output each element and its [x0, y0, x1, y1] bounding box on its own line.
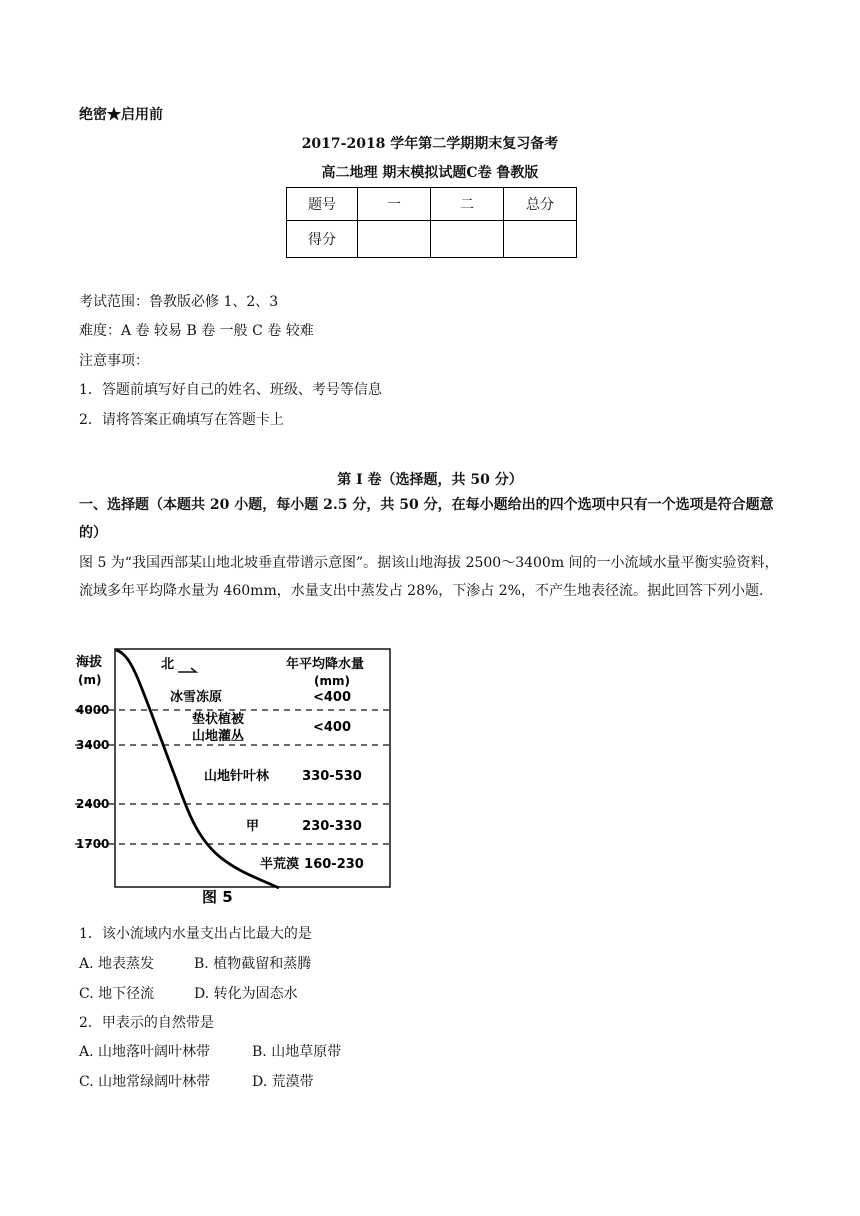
- option-1c[interactable]: C. 地下径流: [79, 986, 155, 1002]
- exam-scope: 考试范围：鲁教版必修 1、2、3: [79, 294, 279, 310]
- score-header-cell: 一: [358, 188, 431, 221]
- zone-label: 冰雪冻原: [170, 690, 223, 705]
- exam-subtitle: 高二地理 期末模拟试题C卷 鲁教版: [321, 165, 539, 181]
- elevation-tick-label: 2400: [76, 797, 110, 811]
- score-cell[interactable]: [358, 221, 431, 258]
- score-header-cell: 二: [431, 188, 504, 221]
- zone-precip: <400: [312, 690, 352, 705]
- notice-item: 1．答题前填写好自己的姓名、班级、考号等信息: [79, 382, 382, 398]
- zone-precip: 330-530: [302, 769, 362, 784]
- precip-unit: (mm): [314, 674, 350, 688]
- option-2a[interactable]: A. 山地落叶阔叶林带: [79, 1044, 211, 1060]
- elevation-tick-label: 4000: [76, 703, 110, 717]
- option-2b[interactable]: B. 山地草原带: [252, 1044, 342, 1060]
- zone-label: 山地针叶林: [204, 769, 270, 784]
- figure-vertical-zonation: [74, 647, 394, 905]
- zone-label: 半荒漠: [260, 857, 300, 872]
- score-row-label: 得分: [287, 221, 358, 258]
- zone-precip: 160-230: [304, 857, 364, 872]
- precip-header: 年平均降水量: [285, 657, 364, 672]
- exam-title: 2017-2018 学年第二学期期末复习备考: [301, 136, 559, 152]
- zone-precip: <400: [312, 720, 352, 735]
- section-title: 第 I 卷（选择题，共 50 分）: [337, 472, 523, 488]
- figure-caption: 图 5: [202, 888, 233, 905]
- option-2d[interactable]: D. 荒漠带: [252, 1074, 314, 1090]
- elevation-tick-label: 3400: [76, 738, 110, 752]
- option-2c[interactable]: C. 山地常绿阔叶林带: [79, 1074, 211, 1090]
- option-1d[interactable]: D. 转化为固态水: [194, 986, 298, 1002]
- axis-label-altitude: 海拔: [76, 655, 103, 670]
- score-header-cell: 题号: [287, 188, 358, 221]
- north-label: 北: [161, 657, 175, 672]
- notice-item: 2．请将答案正确填写在答题卡上: [79, 412, 284, 428]
- question-intro: 图 5 为“我国西部某山地北坡垂直带谱示意图”。据该山地海拔 2500～3400m 间的一小流域水量平衡实验资料，流域多年平均降水量为 460mm，水量支出中蒸发占 28%，下渗占 2%，不产生地表径流。据此回答下列小题.: [79, 555, 779, 599]
- axis-label-unit: (m): [78, 673, 102, 687]
- zone-label: 甲: [246, 819, 260, 834]
- score-table-score-row: [287, 221, 577, 258]
- notice-title: 注意事项：: [79, 353, 149, 369]
- question-2-stem: 2．甲表示的自然带是: [79, 1015, 214, 1031]
- zone-label: 垫状植被: [192, 712, 245, 727]
- score-table: [286, 187, 577, 258]
- zone-label: 山地灌丛: [192, 729, 245, 744]
- zone-precip: 230-330: [302, 819, 362, 834]
- option-1b[interactable]: B. 植物截留和蒸腾: [194, 956, 312, 972]
- score-table-header-row: [287, 188, 577, 221]
- figure-svg: [74, 647, 394, 905]
- option-1a[interactable]: A. 地表蒸发: [79, 956, 155, 972]
- score-cell[interactable]: [431, 221, 504, 258]
- section-heading: 一、选择题（本题共 20 小题，每小题 2.5 分，共 50 分，在每小题给出的四个选项中只有一个选项是符合题意的）: [79, 497, 774, 541]
- elevation-tick-label: 1700: [76, 837, 110, 851]
- score-cell[interactable]: [504, 221, 577, 258]
- question-1-stem: 1．该小流域内水量支出占比最大的是: [79, 926, 312, 942]
- secret-label: 绝密★启用前: [79, 107, 163, 123]
- score-header-cell: 总分: [504, 188, 577, 221]
- exam-difficulty: 难度：A 卷 较易 B 卷 一般 C 卷 较难: [79, 323, 314, 339]
